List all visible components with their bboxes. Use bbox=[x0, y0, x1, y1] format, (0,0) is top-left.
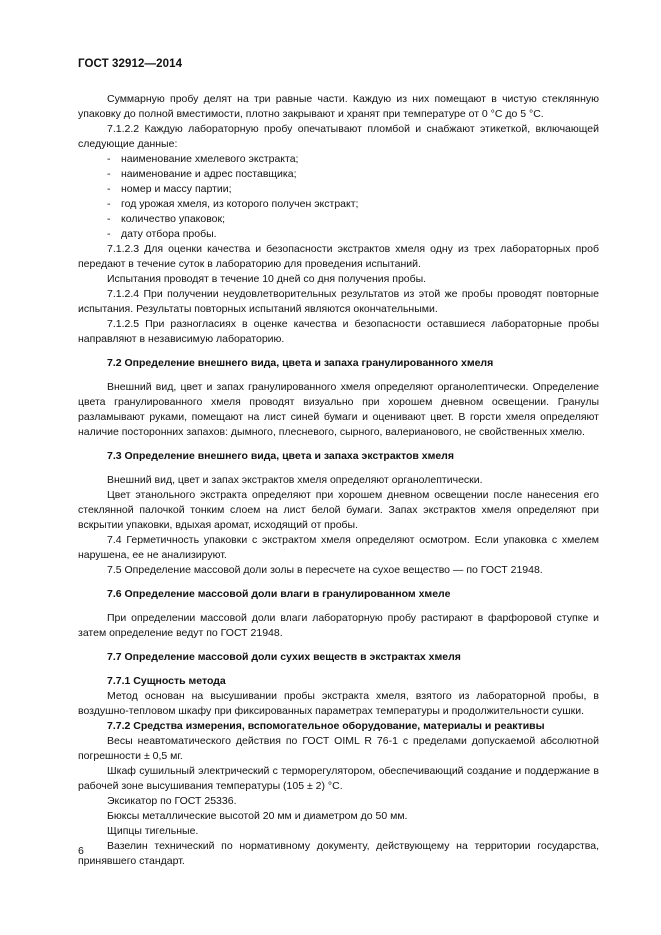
list-item: - наименование и адрес поставщика; bbox=[107, 168, 297, 180]
paragraph: Внешний вид, цвет и запах экстрактов хмеля определяют органолептически. bbox=[107, 474, 483, 486]
paragraph: При определении массовой доли влаги лабораторную пробу растирают в фарфоровой ступке и затем определение ведут по ГОСТ 21948. bbox=[78, 612, 599, 639]
document-body bbox=[78, 92, 599, 869]
paragraph: 7.1.2.3 Для оценки качества и безопасности экстрактов хмеля одну из трех лабораторных проб передают в течение суток в лабораторию для проведения испытаний. bbox=[78, 243, 599, 270]
list-marker: - bbox=[107, 183, 111, 195]
paragraph: Внешний вид, цвет и запах гранулированного хмеля определяют органолептически. Определение цвета гранулированного хмеля проводят визуально при хорошем дневном освещении. Гранулы разламывают руками, помещают на лист синей бумаги и оценивают цвет. В горсти хмеля определяют наличие посторонних запахов: дымного, плесневого, сырного, валерианового, не свойственных хмелю. bbox=[78, 381, 599, 438]
paragraph: Вазелин технический по нормативному документу, действующему на территории государства, принявшего стандарт. bbox=[78, 840, 599, 867]
list-item: - номер и массу партии; bbox=[107, 183, 232, 195]
paragraph: Шкаф сушильный электрический с терморегулятором, обеспечивающий создание и поддержание в рабочей зоне высушивания температуры (105 ± 2) °С. bbox=[78, 765, 599, 792]
paragraph: Метод основан на высушивании пробы экстракта хмеля, взятого из лабораторной пробы, в воздушно-тепловом шкафу при фиксированных параметрах температуры и продолжительности сушки. bbox=[78, 690, 599, 717]
list-item: - дату отбора пробы. bbox=[107, 228, 217, 240]
list-item: - наименование хмелевого экстракта; bbox=[107, 153, 299, 165]
paragraph: Бюксы металлические высотой 20 мм и диаметром до 50 мм. bbox=[107, 810, 408, 822]
section-heading: 7.7 Определение массовой доли сухих веществ в экстрактах хмеля bbox=[107, 651, 461, 663]
paragraph: Суммарную пробу делят на три равные части. Каждую из них помещают в чистую стеклянную упаковку до полной вместимости, плотно закрывают и хранят при температуре от 0 °С до 5 °С. bbox=[78, 93, 599, 120]
list-item: - год урожая хмеля, из которого получен экстракт; bbox=[107, 198, 359, 210]
paragraph: 7.1.2.2 Каждую лабораторную пробу опечатывают пломбой и снабжают этикеткой, включающей следующие данные: bbox=[78, 123, 599, 150]
section-heading: 7.2 Определение внешнего вида, цвета и запаха гранулированного хмеля bbox=[107, 357, 494, 369]
paragraph: 7.1.2.4 При получении неудовлетворительных результатов из этой же пробы проводят повторные испытания. Результаты повторных испытаний являются окончательными. bbox=[78, 288, 599, 315]
list-marker: - bbox=[107, 228, 111, 240]
paragraph: Весы неавтоматического действия по ГОСТ OIML R 76-1 с пределами допускаемой абсолютной погрешности ± 0,5 мг. bbox=[78, 735, 599, 762]
list-item: - количество упаковок; bbox=[107, 213, 226, 225]
list-marker: - bbox=[107, 213, 111, 225]
data-list bbox=[78, 152, 599, 242]
paragraph: Испытания проводят в течение 10 дней со дня получения пробы. bbox=[107, 273, 427, 285]
page-number: 6 bbox=[78, 845, 84, 857]
section-heading: 7.3 Определение внешнего вида, цвета и запаха экстрактов хмеля bbox=[107, 450, 454, 462]
paragraph: 7.1.2.5 При разногласиях в оценке качества и безопасности оставшиеся лабораторные пробы направляют в независимую лабораторию. bbox=[78, 318, 599, 345]
list-marker: - bbox=[107, 198, 111, 210]
list-marker: - bbox=[107, 168, 111, 180]
paragraph: Цвет этанольного экстракта определяют при хорошем дневном освещении после нанесения его стеклянной палочкой тонким слоем на лист белой бумаги. Запах экстрактов хмеля определяют при вскрытии упаковки, вдыхая аромат, исходящий от пробы. bbox=[78, 489, 599, 531]
document-header: ГОСТ 32912—2014 bbox=[78, 58, 183, 70]
paragraph: 7.4 Герметичность упаковки с экстрактом хмеля определяют осмотром. Если упаковка с хмелем нарушена, ее не анализируют. bbox=[78, 534, 599, 561]
subsection-heading: 7.7.2 Средства измерения, вспомогательное оборудование, материалы и реактивы bbox=[107, 720, 545, 732]
paragraph: Эксикатор по ГОСТ 25336. bbox=[107, 795, 237, 807]
section-heading: 7.6 Определение массовой доли влаги в гранулированном хмеле bbox=[107, 588, 451, 600]
paragraph: Щипцы тигельные. bbox=[107, 825, 199, 837]
paragraph: 7.5 Определение массовой доли золы в пересчете на сухое вещество — по ГОСТ 21948. bbox=[107, 564, 543, 576]
list-marker: - bbox=[107, 153, 111, 165]
subsection-heading: 7.7.1 Сущность метода bbox=[107, 675, 226, 687]
